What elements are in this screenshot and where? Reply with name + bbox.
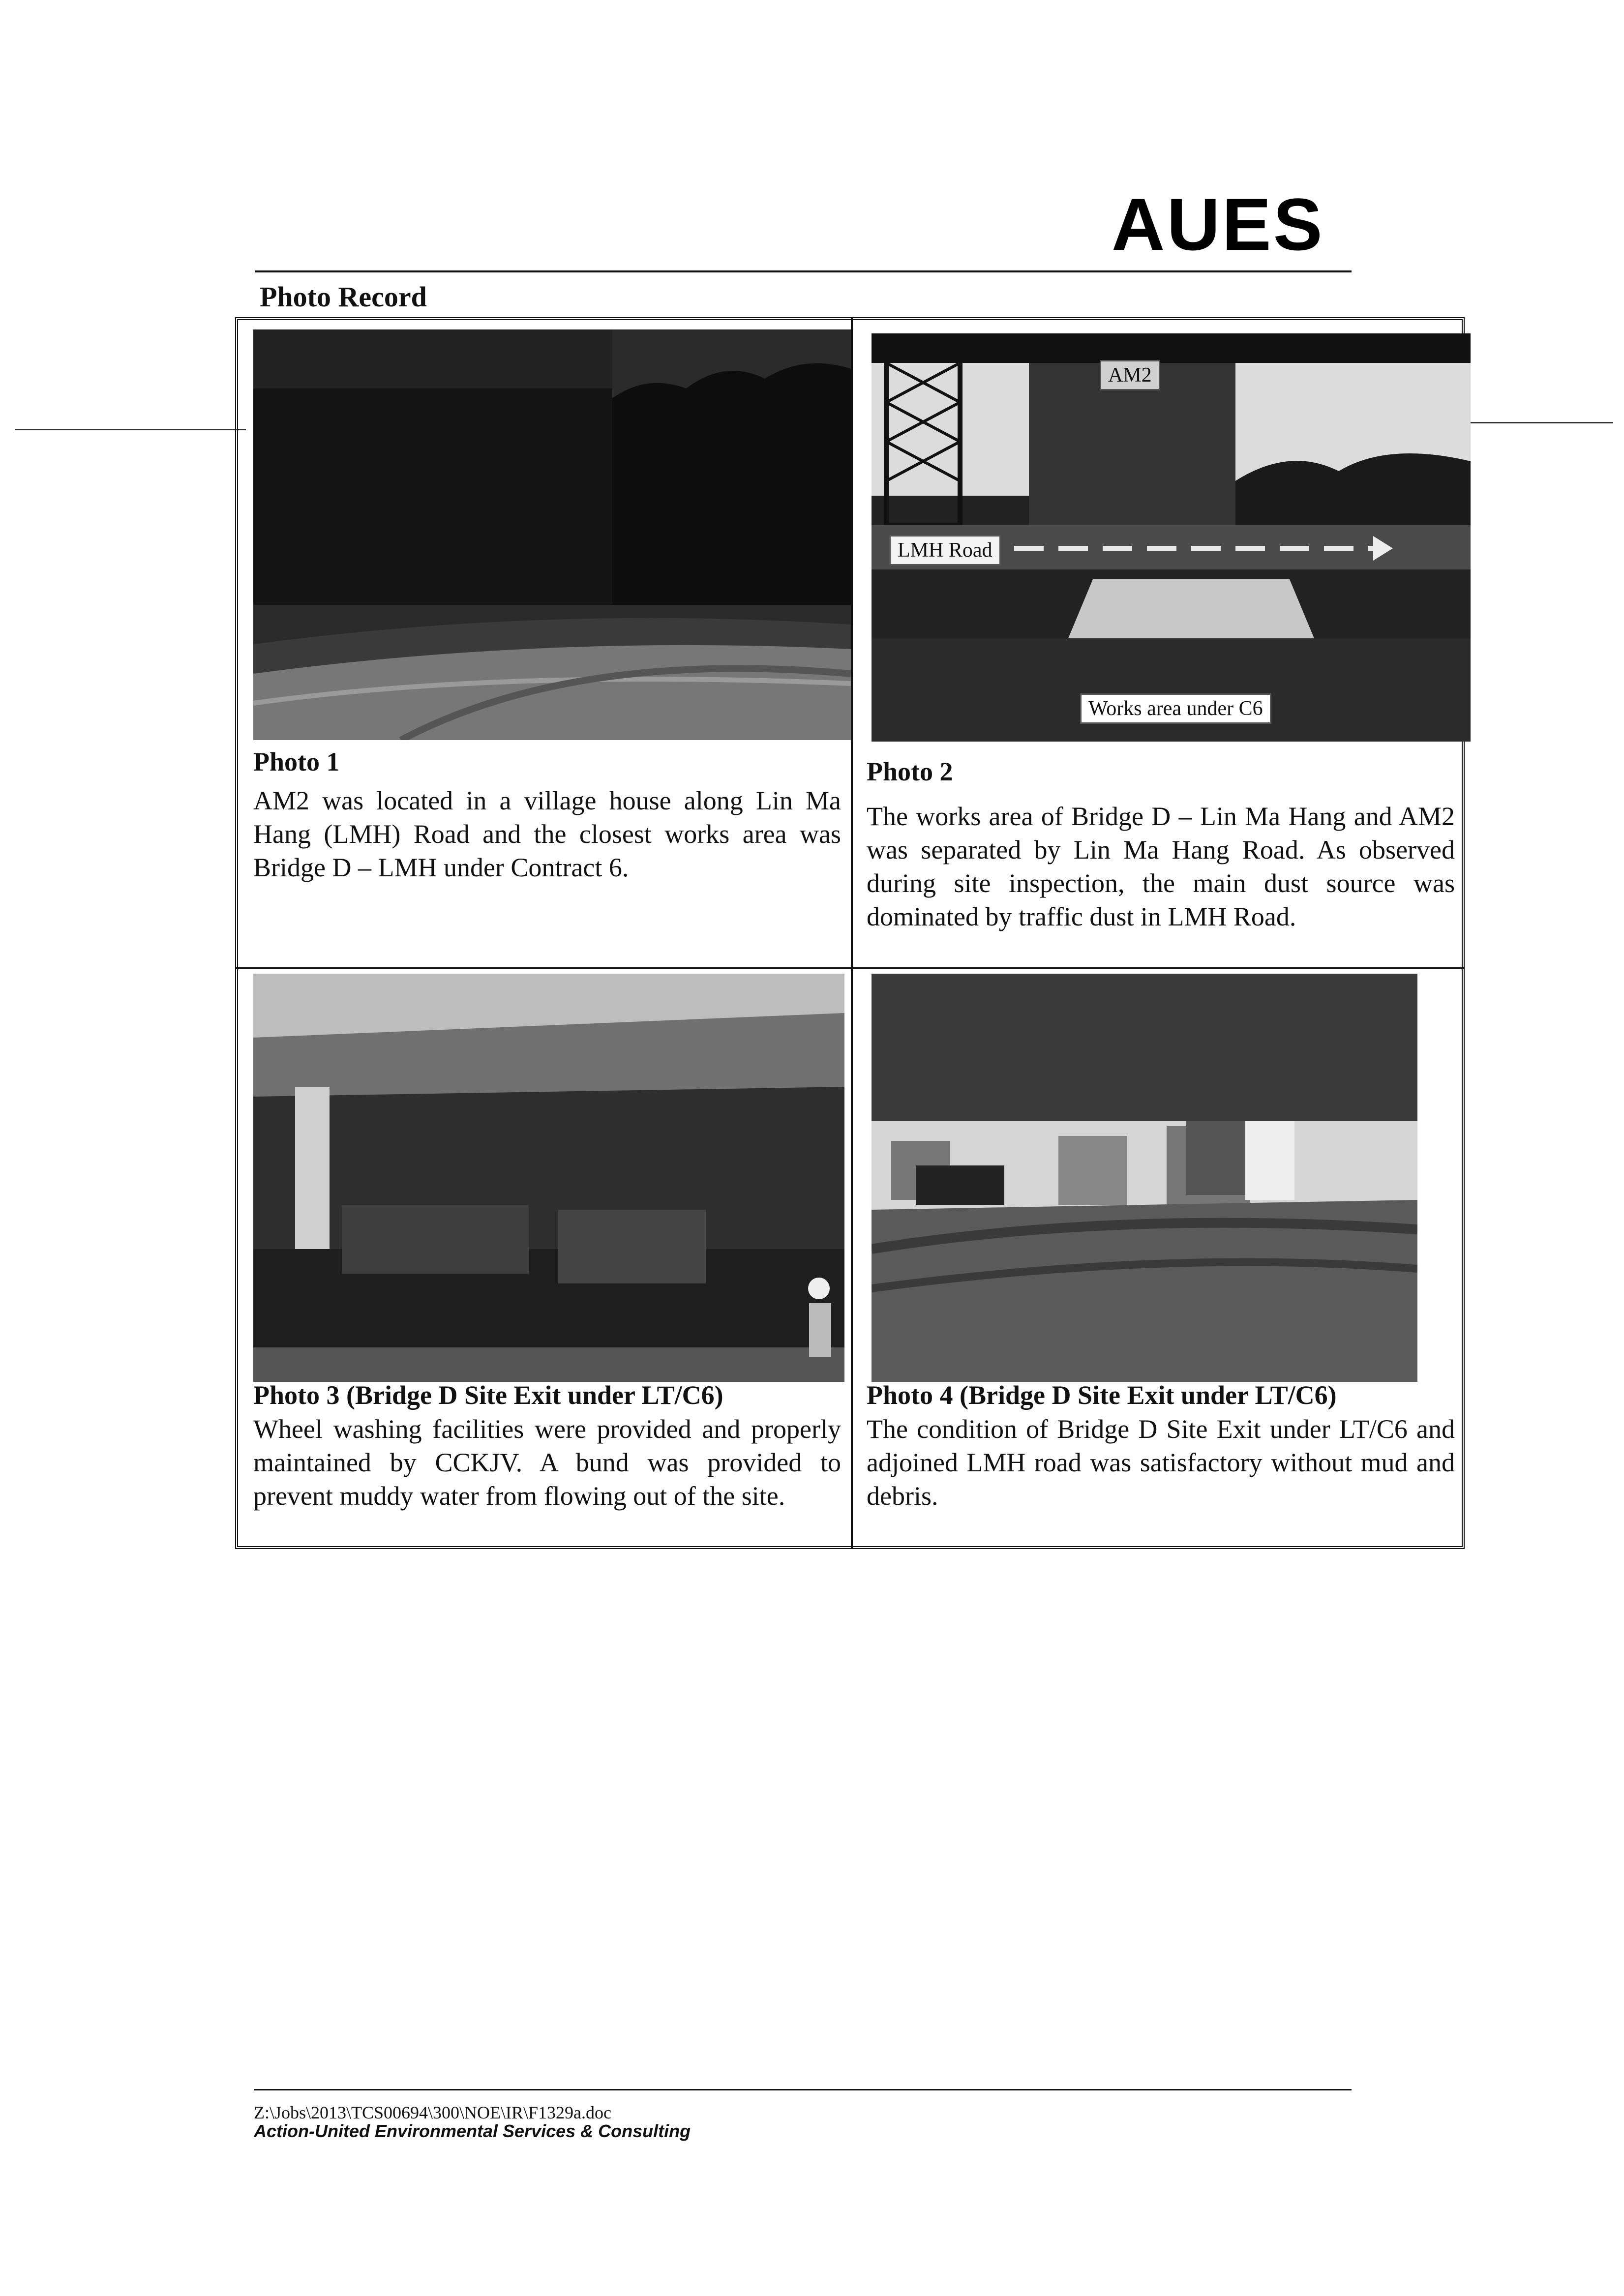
- footer-rule: [254, 2089, 1352, 2090]
- photo-2-label: Photo 2: [867, 757, 953, 786]
- page-title: Photo Record: [260, 281, 427, 313]
- photo-1-caption: AM2 was located in a village house along Lin Ma Hang (LMH) Road and the closest works area was Bridge D – LMH under Contract 6.: [253, 786, 841, 882]
- footer-file-path: Z:\Jobs\2013\TCS00694\300\NOE\IR\F1329a.doc: [254, 2103, 612, 2122]
- scan-artifact-left: [15, 429, 246, 430]
- photo-2-tag-works-area: Works area under C6: [1080, 693, 1271, 724]
- scan-artifact-right: [1471, 422, 1613, 423]
- footer-company-name: Action-United Environmental Services & Consulting: [254, 2121, 691, 2141]
- photo-4-image: [872, 974, 1417, 1382]
- photo-4-caption: The condition of Bridge D Site Exit under LT/C6 and adjoined LMH road was satisfactory without mud and debris.: [867, 1414, 1455, 1511]
- table-column-divider: [851, 317, 853, 1549]
- photo-2-tag-lmh-road: LMH Road: [889, 535, 1001, 566]
- photo-2-caption: The works area of Bridge D – Lin Ma Hang and AM2 was separated by Lin Ma Hang Road. As observed during site inspection, the main dust source was dominated by traffic dust in LMH Road.: [867, 802, 1455, 931]
- photo-1-image: [253, 329, 851, 740]
- photo-3-label: Photo 3 (Bridge D Site Exit under LT/C6): [253, 1380, 723, 1410]
- company-logo: AUES: [1112, 183, 1324, 266]
- photo-4-label: Photo 4 (Bridge D Site Exit under LT/C6): [867, 1380, 1337, 1410]
- photo-3-image: [253, 974, 844, 1382]
- photo-2-tag-am2: AM2: [1100, 360, 1160, 390]
- table-row-divider: [235, 967, 1465, 969]
- photo-1-label: Photo 1: [253, 747, 340, 776]
- photo-3-caption: Wheel washing facilities were provided and properly maintained by CCKJV. A bund was provided to prevent muddy water from flowing out of the site.: [253, 1414, 841, 1511]
- header-rule: [255, 270, 1352, 272]
